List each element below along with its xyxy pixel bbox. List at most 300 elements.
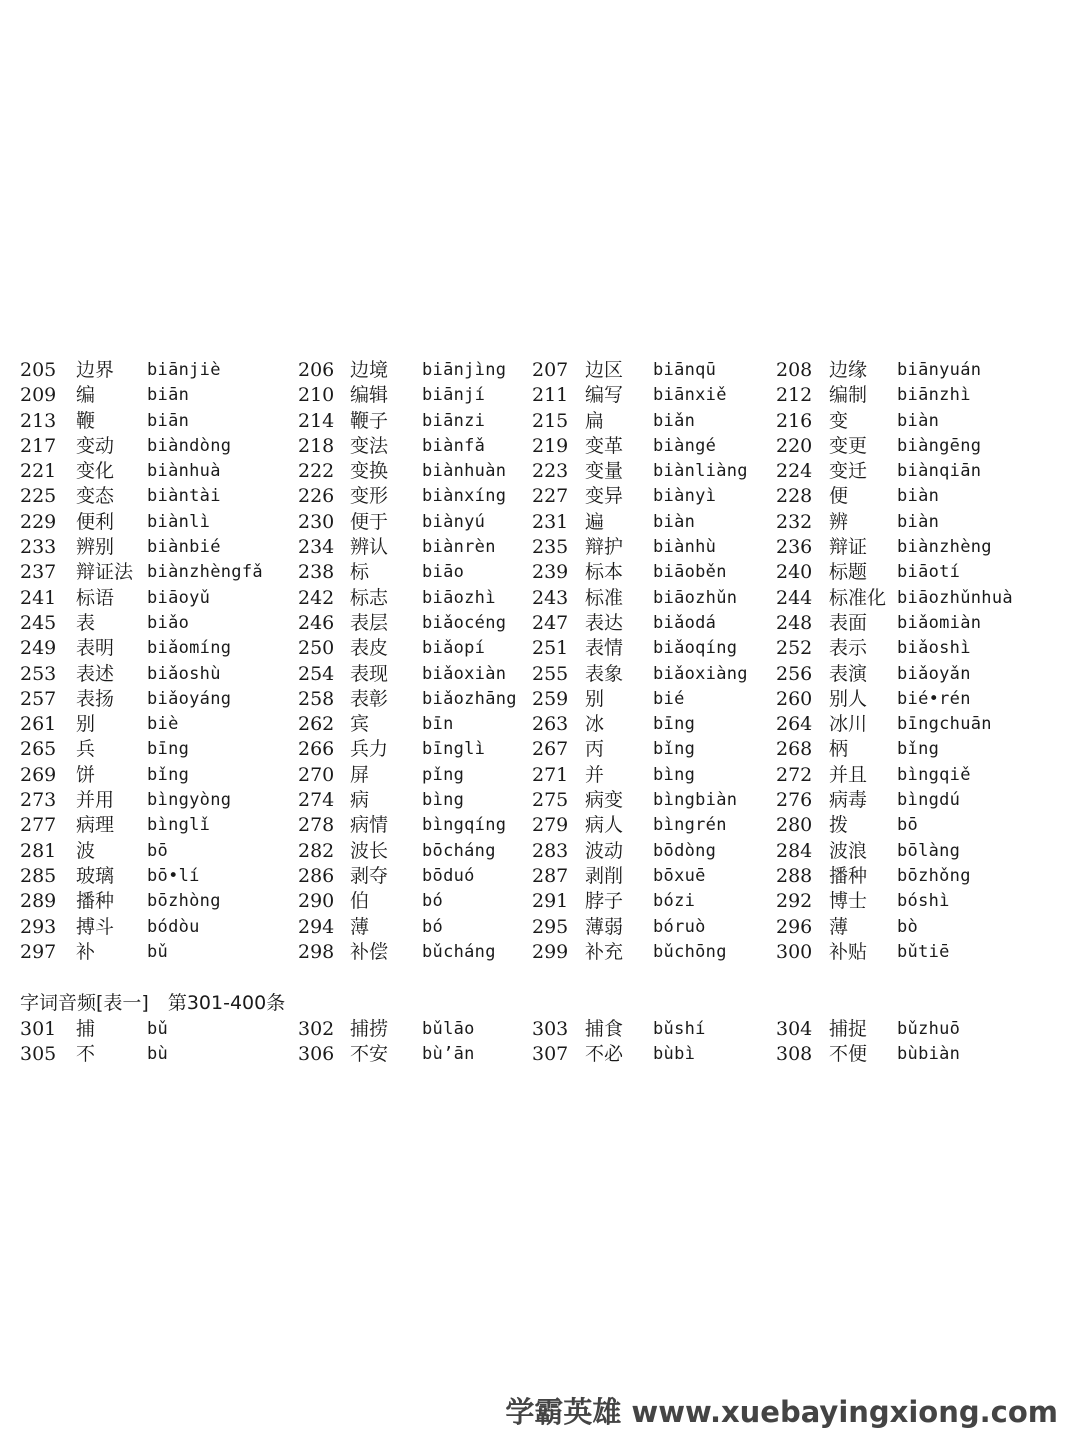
entry-pinyin: pǐng [422, 764, 465, 785]
entry-pinyin: bù’ān [422, 1044, 475, 1065]
entry-pinyin: bō [147, 840, 169, 861]
entry-pinyin: bìngrén [653, 815, 727, 836]
entry-number: 224 [776, 460, 813, 483]
entry-word: 变更 [829, 434, 868, 457]
entry-word: 不 [76, 1043, 96, 1066]
entry-pinyin: bǔ [147, 941, 169, 962]
entry-word: 遍 [585, 510, 605, 533]
section-title: 字词音频[表一] 第301-400条 [20, 992, 286, 1014]
entry-word: 补 [76, 940, 96, 963]
entry-word: 变化 [76, 460, 115, 483]
entry-pinyin: biàngēng [897, 435, 982, 456]
entry-word: 捕捞 [350, 1018, 389, 1040]
table-row [0, 712, 1080, 737]
entry-number: 261 [20, 713, 57, 736]
entry-number: 300 [776, 940, 813, 963]
entry-pinyin: biāozhì [422, 587, 496, 608]
entry-word: 剥夺 [350, 864, 389, 887]
entry-number: 241 [20, 586, 57, 609]
entry-number: 220 [776, 434, 813, 457]
entry-number: 272 [776, 763, 813, 786]
entry-number: 304 [776, 1018, 813, 1040]
table-row [0, 763, 1080, 788]
entry-number: 262 [298, 713, 335, 736]
entry-word: 辨认 [350, 536, 389, 559]
entry-number: 266 [298, 738, 335, 761]
entry-word: 捕 [76, 1018, 96, 1040]
entry-pinyin: bìngqíng [422, 815, 507, 836]
entry-pinyin: bìngyòng [147, 790, 232, 811]
entry-pinyin: biānyuán [897, 360, 982, 380]
entry-pinyin: biānzhì [897, 385, 971, 406]
entry-pinyin: biǎo [147, 612, 190, 633]
entry-number: 206 [298, 359, 335, 381]
entry-pinyin: biànyì [653, 486, 717, 507]
entry-word: 表示 [829, 637, 868, 660]
entry-word: 辨别 [76, 536, 115, 559]
entry-number: 221 [20, 460, 57, 483]
entry-number: 289 [20, 890, 57, 913]
entry-number: 259 [532, 687, 569, 710]
entry-pinyin: bōlàng [897, 840, 961, 861]
entry-number: 216 [776, 409, 813, 432]
entry-pinyin: biàn [897, 511, 940, 532]
entry-word: 并且 [829, 763, 868, 786]
entry-number: 280 [776, 814, 813, 837]
entry-number: 268 [776, 738, 813, 761]
entry-word: 冰 [585, 713, 605, 736]
entry-number: 242 [298, 586, 335, 609]
entry-word: 表面 [829, 611, 868, 634]
entry-number: 267 [532, 738, 569, 761]
entry-pinyin: biān [147, 410, 190, 431]
entry-word: 辨 [829, 510, 849, 533]
entry-word: 脖子 [585, 890, 624, 913]
entry-word: 辩护 [585, 536, 624, 559]
entry-word: 表情 [585, 637, 624, 660]
entry-pinyin: bó [422, 891, 444, 912]
entry-number: 308 [776, 1043, 813, 1066]
entry-number: 223 [532, 460, 569, 483]
entry-pinyin: bǐng [897, 739, 940, 760]
table-row [0, 788, 1080, 813]
entry-word: 变形 [350, 485, 389, 508]
entry-word: 饼 [76, 763, 96, 786]
table-row [0, 940, 1080, 965]
entry-pinyin: bǔtiē [897, 941, 950, 962]
entry-number: 258 [298, 687, 335, 710]
entry-word: 补贴 [829, 940, 868, 963]
table-row [0, 383, 1080, 408]
entry-number: 231 [532, 510, 569, 533]
entry-number: 250 [298, 637, 335, 660]
entry-word: 玻璃 [76, 864, 115, 887]
entry-pinyin: bò [897, 916, 919, 937]
entry-number: 299 [532, 940, 569, 963]
entry-number: 270 [298, 763, 335, 786]
entry-pinyin: biànzhèngfǎ [147, 562, 263, 583]
table-row [0, 864, 1080, 889]
entry-number: 265 [20, 738, 57, 761]
entry-pinyin: bīng [147, 739, 190, 760]
entry-pinyin: biāozhǔnhuà [897, 587, 1013, 608]
entry-word: 病毒 [829, 789, 868, 812]
entry-pinyin: biānzi [422, 410, 486, 431]
entry-number: 257 [20, 687, 57, 710]
table-row [0, 560, 1080, 585]
entry-pinyin: biànhuàn [422, 461, 507, 482]
entry-word: 便利 [76, 510, 115, 533]
entry-number: 214 [298, 409, 335, 432]
entry-pinyin: biǎopí [422, 638, 486, 659]
table-row [0, 687, 1080, 712]
entry-pinyin: biànhuà [147, 461, 221, 482]
entry-word: 搏斗 [76, 915, 115, 938]
entry-pinyin: bīngchuān [897, 714, 992, 735]
entry-word: 播种 [829, 864, 868, 887]
entry-number: 275 [532, 789, 569, 812]
table-row [0, 484, 1080, 509]
entry-pinyin: biànrèn [422, 537, 496, 558]
entry-number: 207 [532, 359, 569, 381]
entry-pinyin: biānxiě [653, 385, 727, 406]
entry-word: 屏 [350, 763, 370, 786]
entry-pinyin: biànliàng [653, 461, 748, 482]
entry-pinyin: biānjìng [422, 360, 507, 380]
entry-word: 兵力 [350, 738, 389, 761]
table-row [0, 535, 1080, 560]
entry-word: 变革 [585, 434, 624, 457]
entry-word: 并用 [76, 789, 115, 812]
entry-word: 边缘 [829, 359, 868, 381]
table-row [0, 459, 1080, 484]
entry-number: 278 [298, 814, 335, 837]
entry-number: 256 [776, 662, 813, 685]
entry-word: 便于 [350, 510, 389, 533]
entry-word: 薄 [829, 915, 849, 938]
entry-number: 294 [298, 915, 335, 938]
table-row [0, 1042, 1080, 1067]
entry-word: 波动 [585, 839, 624, 862]
entry-word: 并 [585, 763, 605, 786]
entry-word: 表明 [76, 637, 115, 660]
entry-number: 211 [532, 384, 569, 407]
entry-pinyin: biāotí [897, 562, 961, 583]
entry-word: 表演 [829, 662, 868, 685]
entry-pinyin: biànfǎ [422, 435, 486, 456]
entry-word: 病 [350, 789, 370, 812]
entry-word: 病人 [585, 814, 624, 837]
entry-word: 波浪 [829, 839, 868, 862]
entry-pinyin: biǎoxiàn [422, 663, 507, 684]
entry-number: 245 [20, 611, 57, 634]
entry-number: 208 [776, 359, 813, 381]
entry-word: 变态 [76, 485, 115, 508]
entry-word: 标题 [829, 561, 868, 584]
entry-pinyin: bōzhǒng [897, 865, 971, 886]
entry-pinyin: biāoběn [653, 562, 727, 583]
entry-word: 变迁 [829, 460, 868, 483]
entry-pinyin: biàn [653, 511, 696, 532]
entry-word: 表彰 [350, 687, 389, 710]
entry-number: 271 [532, 763, 569, 786]
entry-number: 255 [532, 662, 569, 685]
entry-pinyin: bù [147, 1044, 169, 1065]
table-row [0, 915, 1080, 940]
entry-number: 235 [532, 536, 569, 559]
entry-word: 表达 [585, 611, 624, 634]
entry-pinyin: biànzhèng [897, 537, 992, 558]
entry-number: 205 [20, 359, 57, 381]
site-watermark: 学霸英雄 www.xuebayingxiong.com [505, 1395, 1058, 1429]
entry-pinyin: biànqiān [897, 461, 982, 482]
table-row [0, 1017, 1080, 1042]
table-row [0, 409, 1080, 434]
table-row [0, 889, 1080, 914]
entry-word: 捕捉 [829, 1018, 868, 1040]
entry-pinyin: bō•lí [147, 865, 200, 886]
entry-number: 274 [298, 789, 335, 812]
entry-number: 296 [776, 915, 813, 938]
entry-number: 225 [20, 485, 57, 508]
entry-pinyin: bǐng [147, 764, 190, 785]
entry-pinyin: bǔ [147, 1019, 169, 1039]
table-row [0, 662, 1080, 687]
entry-number: 277 [20, 814, 57, 837]
entry-pinyin: bōdòng [653, 840, 717, 861]
entry-number: 298 [298, 940, 335, 963]
entry-number: 290 [298, 890, 335, 913]
table-row [0, 586, 1080, 611]
entry-number: 230 [298, 510, 335, 533]
entry-pinyin: biànhù [653, 537, 717, 558]
entry-pinyin: biàntài [147, 486, 221, 507]
entry-word: 病理 [76, 814, 115, 837]
entry-word: 编辑 [350, 384, 389, 407]
entry-pinyin: bóshì [897, 891, 950, 912]
entry-number: 226 [298, 485, 335, 508]
vocab-table-301-308 [0, 1017, 1080, 1068]
table-row [0, 434, 1080, 459]
entry-pinyin: bīng [653, 714, 696, 735]
entry-pinyin: bǔchōng [653, 941, 727, 962]
entry-pinyin: bǔzhuō [897, 1019, 961, 1039]
entry-pinyin: bié•rén [897, 688, 971, 709]
entry-number: 251 [532, 637, 569, 660]
table-row [0, 510, 1080, 535]
entry-word: 补充 [585, 940, 624, 963]
entry-number: 283 [532, 839, 569, 862]
entry-number: 288 [776, 864, 813, 887]
entry-number: 260 [776, 687, 813, 710]
entry-pinyin: bǐng [653, 739, 696, 760]
entry-word: 丙 [585, 738, 605, 761]
entry-number: 247 [532, 611, 569, 634]
entry-word: 兵 [76, 738, 96, 761]
entry-number: 285 [20, 864, 57, 887]
entry-pinyin: biānqū [653, 360, 717, 380]
entry-number: 239 [532, 561, 569, 584]
entry-word: 边境 [350, 359, 389, 381]
entry-word: 变动 [76, 434, 115, 457]
entry-number: 243 [532, 586, 569, 609]
entry-pinyin: bǔlāo [422, 1019, 475, 1039]
entry-number: 227 [532, 485, 569, 508]
entry-number: 222 [298, 460, 335, 483]
entry-pinyin: biǎoyáng [147, 688, 232, 709]
entry-word: 表皮 [350, 637, 389, 660]
entry-number: 291 [532, 890, 569, 913]
entry-word: 编 [76, 384, 96, 407]
entry-word: 边界 [76, 359, 115, 381]
entry-word: 标 [350, 561, 370, 584]
entry-number: 276 [776, 789, 813, 812]
entry-word: 辩证 [829, 536, 868, 559]
entry-pinyin: bóruò [653, 916, 706, 937]
entry-number: 302 [298, 1018, 335, 1040]
entry-number: 305 [20, 1043, 57, 1066]
entry-pinyin: biànlì [147, 511, 211, 532]
entry-pinyin: bō [897, 815, 919, 836]
entry-pinyin: biànxíng [422, 486, 507, 507]
entry-pinyin: biàndòng [147, 435, 232, 456]
entry-word: 病情 [350, 814, 389, 837]
table-row [0, 737, 1080, 762]
entry-number: 273 [20, 789, 57, 812]
entry-number: 238 [298, 561, 335, 584]
entry-pinyin: biǎocéng [422, 612, 507, 633]
entry-word: 不便 [829, 1043, 868, 1066]
entry-pinyin: biǎoshù [147, 663, 221, 684]
entry-number: 232 [776, 510, 813, 533]
entry-word: 变换 [350, 460, 389, 483]
entry-word: 不必 [585, 1043, 624, 1066]
entry-number: 240 [776, 561, 813, 584]
entry-word: 补偿 [350, 940, 389, 963]
entry-pinyin: biānjiè [147, 360, 221, 380]
entry-pinyin: biè [147, 714, 179, 735]
entry-number: 287 [532, 864, 569, 887]
entry-number: 215 [532, 409, 569, 432]
entry-word: 剥削 [585, 864, 624, 887]
entry-word: 表扬 [76, 687, 115, 710]
entry-word: 表述 [76, 662, 115, 685]
entry-word: 标准 [585, 586, 624, 609]
entry-pinyin: biǎoyǎn [897, 663, 971, 684]
entry-word: 博士 [829, 890, 868, 913]
entry-word: 辩证法 [76, 561, 134, 584]
entry-word: 波 [76, 839, 96, 862]
entry-pinyin: bǔcháng [422, 941, 496, 962]
entry-number: 236 [776, 536, 813, 559]
vocab-table-205-300 [0, 358, 1080, 965]
entry-pinyin: biǎozhāng [422, 688, 517, 709]
entry-number: 303 [532, 1018, 569, 1040]
entry-pinyin: biǎoqíng [653, 638, 738, 659]
entry-number: 249 [20, 637, 57, 660]
entry-number: 213 [20, 409, 57, 432]
entry-number: 263 [532, 713, 569, 736]
entry-number: 282 [298, 839, 335, 862]
entry-number: 295 [532, 915, 569, 938]
entry-word: 标准化 [829, 586, 887, 609]
entry-number: 297 [20, 940, 57, 963]
entry-number: 228 [776, 485, 813, 508]
entry-number: 218 [298, 434, 335, 457]
entry-pinyin: bózi [653, 891, 696, 912]
entry-pinyin: bōxuē [653, 865, 706, 886]
entry-pinyin: biǎoxiàng [653, 663, 748, 684]
entry-word: 边区 [585, 359, 624, 381]
entry-word: 柄 [829, 738, 849, 761]
entry-number: 244 [776, 586, 813, 609]
entry-pinyin: biāo [422, 562, 465, 583]
entry-pinyin: biǎomíng [147, 638, 232, 659]
entry-pinyin: bōcháng [422, 840, 496, 861]
entry-number: 301 [20, 1018, 57, 1040]
entry-pinyin: bīnglì [422, 739, 486, 760]
entry-number: 219 [532, 434, 569, 457]
entry-word: 薄 [350, 915, 370, 938]
entry-word: 变量 [585, 460, 624, 483]
entry-word: 伯 [350, 890, 370, 913]
entry-word: 病变 [585, 789, 624, 812]
entry-word: 表 [76, 611, 96, 634]
entry-pinyin: bìng [653, 764, 696, 785]
entry-pinyin: bìngqiě [897, 764, 971, 785]
entry-number: 253 [20, 662, 57, 685]
entry-word: 别人 [829, 687, 868, 710]
entry-pinyin: biànbié [147, 537, 221, 558]
entry-word: 变 [829, 409, 849, 432]
entry-number: 229 [20, 510, 57, 533]
entry-pinyin: biànyú [422, 511, 486, 532]
entry-word: 扁 [585, 409, 605, 432]
entry-number: 210 [298, 384, 335, 407]
entry-pinyin: bó [422, 916, 444, 937]
entry-pinyin: biāozhǔn [653, 587, 738, 608]
entry-pinyin: biǎodá [653, 612, 717, 633]
entry-word: 薄弱 [585, 915, 624, 938]
entry-pinyin: biāoyǔ [147, 587, 211, 608]
entry-word: 标志 [350, 586, 389, 609]
entry-number: 306 [298, 1043, 335, 1066]
entry-word: 变异 [585, 485, 624, 508]
entry-number: 217 [20, 434, 57, 457]
entry-number: 237 [20, 561, 57, 584]
entry-word: 宾 [350, 713, 370, 736]
entry-word: 表层 [350, 611, 389, 634]
entry-word: 冰川 [829, 713, 868, 736]
entry-number: 279 [532, 814, 569, 837]
entry-pinyin: biàngé [653, 435, 717, 456]
entry-number: 234 [298, 536, 335, 559]
entry-number: 293 [20, 915, 57, 938]
entry-word: 鞭子 [350, 409, 389, 432]
table-row [0, 839, 1080, 864]
entry-pinyin: biān [147, 385, 190, 406]
entry-word: 不安 [350, 1043, 389, 1066]
entry-word: 变法 [350, 434, 389, 457]
entry-pinyin: bìnglǐ [147, 815, 211, 836]
entry-number: 212 [776, 384, 813, 407]
entry-pinyin: bōduó [422, 865, 475, 886]
table-row [0, 611, 1080, 636]
entry-pinyin: biǎoshì [897, 638, 971, 659]
entry-pinyin: bìngbiàn [653, 790, 738, 811]
entry-number: 292 [776, 890, 813, 913]
entry-pinyin: biàn [897, 410, 940, 431]
